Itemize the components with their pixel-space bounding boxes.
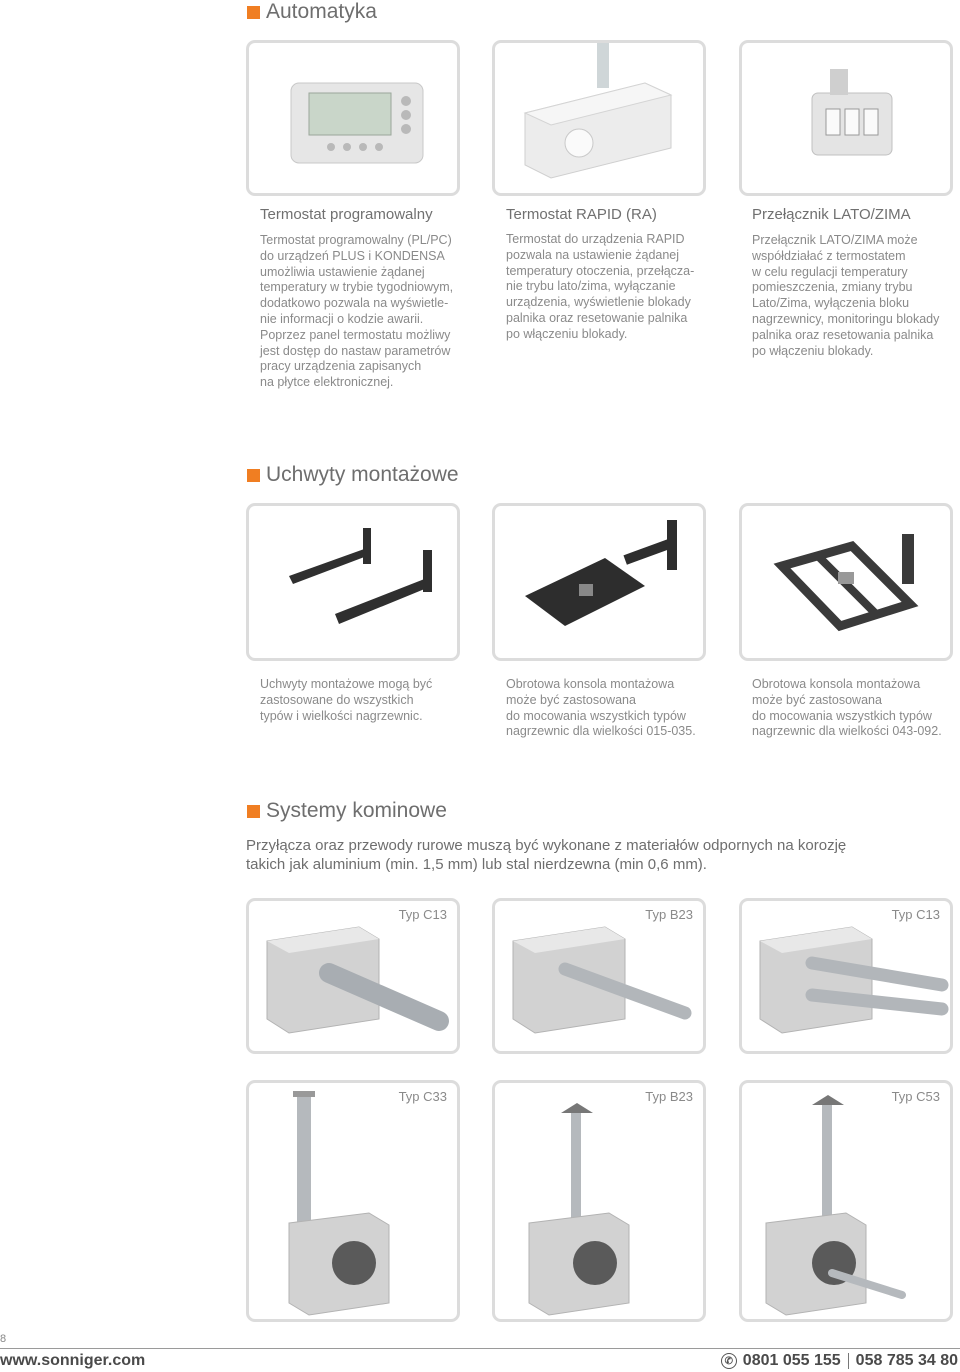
flue-card <box>492 1080 706 1322</box>
product-description: Przełącznik LATO/ZIMA może współdziałać z termostatem w celu regulacji temperatury pomieszczenia, zmiany trybu Lato/Zima, wyłączenia bloku nagrzewnicy, monitoringu blokady palnika oraz resetowania palnika po włączeniu blokady. <box>752 233 940 358</box>
footer-website-link[interactable]: www.sonniger.com <box>0 1352 146 1369</box>
product-image-switch-summer-winter <box>739 40 953 196</box>
product-title: Przełącznik LATO/ZIMA <box>752 206 911 223</box>
product-image-rotary-console-large <box>739 503 953 661</box>
section-marker-icon <box>247 469 260 482</box>
phone-number-2: 058 785 34 80 <box>855 1352 958 1369</box>
flue-type-label: Typ C53 <box>891 1089 940 1104</box>
flue-card <box>492 898 706 1054</box>
flue-type-label: Typ C13 <box>398 907 447 922</box>
section-marker-icon <box>247 805 260 818</box>
product-image-thermostat-rapid <box>492 40 706 196</box>
product-description: Termostat programowalny (PL/PC) do urządzeń PLUS i KONDENSA umożliwia ustawienie żądanej temperatury w trybie tygodniowym, dodatkowo pozwala na wyświetle- nie informacji o kodzie awarii. Poprzez panel termostatu możliwy jest dostęp do nastaw parametrów pracy urządzenia zapisanych na płytce elektronicznej. <box>260 233 454 390</box>
flue-type-label: Typ B23 <box>645 1089 693 1104</box>
product-description: Uchwyty montażowe mogą być zastosowane do wszystkich typów i wielkości nagrzewnic. <box>260 677 433 723</box>
section-title-uchwyty: Uchwyty montażowe <box>247 463 459 487</box>
product-description: Obrotowa konsola montażowa może być zastosowana do mocowania wszystkich typów nagrzewnic dla wielkości 015-035. <box>506 677 696 739</box>
page-number: 8 <box>0 1333 7 1345</box>
section-marker-icon <box>247 6 260 19</box>
product-image-mounting-brackets <box>246 503 460 661</box>
product-title: Termostat RAPID (RA) <box>506 206 657 223</box>
product-description: Termostat do urządzenia RAPID pozwala na ustawienie żądanej temperatury otoczenia, przełącza- nie trybu lato/zima, wyłączanie urządzenia, wyświetlenie blokady palnika oraz resetowanie palnika po włączeniu blokady. <box>506 232 695 341</box>
flue-type-label: Typ B23 <box>645 907 693 922</box>
flue-type-label: Typ C33 <box>398 1089 447 1104</box>
phone-number-1: 0801 055 155 <box>742 1352 841 1369</box>
section-title-automatyka: Automatyka <box>247 0 377 24</box>
product-image-rotary-console-small <box>492 503 706 661</box>
product-title: Termostat programowalny <box>260 206 433 223</box>
footer-divider <box>0 1348 960 1349</box>
section-title-kominowe: Systemy kominowe <box>247 799 447 823</box>
product-description: Obrotowa konsola montażowa może być zastosowana do mocowania wszystkich typów nagrzewnic dla wielkości 043-092. <box>752 677 942 739</box>
phone-separator <box>848 1353 849 1369</box>
phone-icon: ✆ <box>721 1353 737 1369</box>
flue-card <box>739 898 953 1054</box>
flue-card <box>739 1080 953 1322</box>
flue-card <box>246 898 460 1054</box>
product-image-thermostat-programmable <box>246 40 460 196</box>
flue-card <box>246 1080 460 1322</box>
footer-phones <box>721 1352 958 1370</box>
section-intro: Przyłącza oraz przewody rurowe muszą być wykonane z materiałów odpornych na korozję takich jak aluminium (min. 1,5 mm) lub stal nierdzewna (min 0,6 mm). <box>246 837 847 873</box>
flue-type-label: Typ C13 <box>891 907 940 922</box>
